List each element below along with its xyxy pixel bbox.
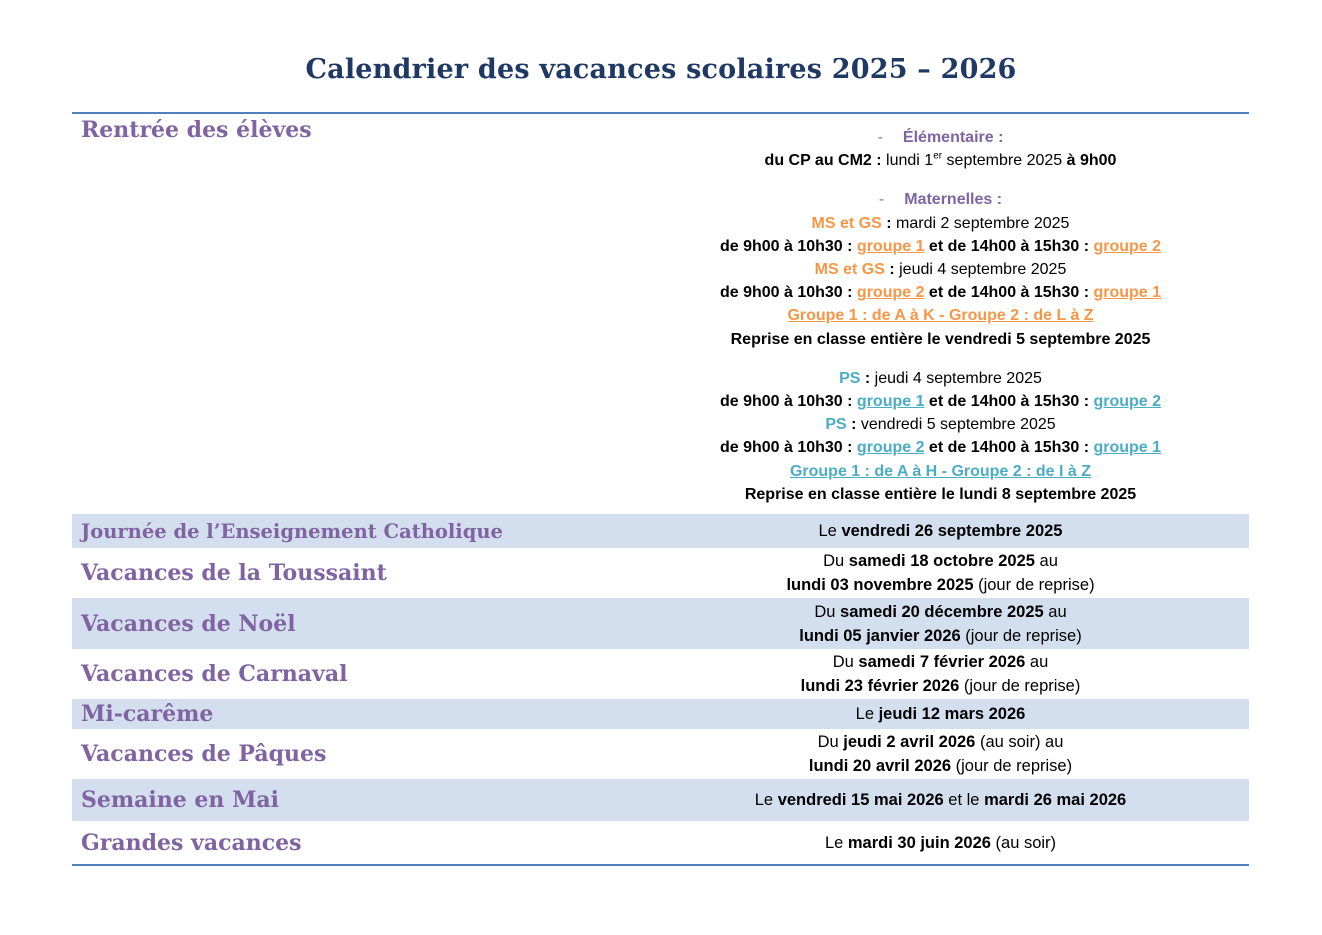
table-row-toussaint [72, 548, 1249, 598]
row-value: Le mardi 30 juin 2026 (au soir) [824, 833, 1057, 852]
calendar-table [72, 112, 1249, 866]
row-label: Grandes vacances [81, 829, 302, 856]
row-value: Du samedi 7 février 2026 au lundi 23 février 2026 (jour de reprise) [800, 653, 1081, 695]
row-value: Du samedi 18 octobre 2025 au lundi 03 novembre 2025 (jour de reprise) [786, 552, 1095, 594]
row-label-rentree: Rentrée des élèves [81, 117, 312, 143]
elementaire-date: du CP au CM2 : lundi 1er septembre 2025 à 9h00 [764, 150, 1117, 170]
ps-groups: Groupe 1 : de A à H - Groupe 2 : de I à Z [789, 462, 1092, 480]
row-label: Mi-carême [81, 701, 214, 727]
row-value: Le vendredi 15 mai 2026 et le mardi 26 mai 2026 [754, 791, 1127, 809]
rentree-details [592, 114, 1249, 514]
row-label: Journée de l’Enseignement Catholique [81, 519, 503, 543]
maternelles-heading: - Maternelles : [878, 191, 1003, 209]
table-row-grandes-vacances [72, 821, 1249, 864]
ms-gs-day-2: MS et GS : jeudi 4 septembre 2025 [814, 261, 1067, 279]
page-title: Calendrier des vacances scolaires 2025 – 2026 [305, 54, 1017, 85]
row-label: Vacances de Carnaval [81, 661, 348, 687]
table-row-noel [72, 598, 1249, 649]
table-row-carnaval [72, 649, 1249, 699]
ms-gs-groups: Groupe 1 : de A à K - Groupe 2 : de L à Z [787, 307, 1094, 325]
row-value: Du samedi 20 décembre 2025 au lundi 05 janvier 2026 (jour de reprise) [799, 602, 1082, 645]
ps-reprise: Reprise en classe entière le lundi 8 septembre 2025 [744, 485, 1137, 503]
row-label: Vacances de Pâques [81, 741, 327, 767]
elementaire-heading: - Élémentaire : [877, 129, 1004, 146]
row-value: Du jeudi 2 avril 2026 (au soir) au lundi 20 avril 2026 (jour de reprise) [808, 733, 1073, 775]
ps-day-1-times: de 9h00 à 10h30 : groupe 1 et de 14h00 à 15h30 : groupe 2 [719, 393, 1162, 411]
row-label: Semaine en Mai [81, 787, 280, 813]
ms-gs-reprise: Reprise en classe entière le vendredi 5 septembre 2025 [730, 330, 1151, 348]
table-row-semaine-mai [72, 779, 1249, 821]
ms-gs-day-1-times: de 9h00 à 10h30 : groupe 1 et de 14h00 à 15h30 : groupe 2 [719, 237, 1162, 255]
ms-gs-day-2-times: de 9h00 à 10h30 : groupe 2 et de 14h00 à 15h30 : groupe 1 [719, 284, 1162, 302]
table-row-rentree [72, 114, 1249, 514]
table-row-mi-careme [72, 699, 1249, 729]
row-value: Le vendredi 26 septembre 2025 [818, 522, 1063, 540]
row-label: Vacances de Noël [81, 610, 296, 637]
table-row-journee-catholique [72, 514, 1249, 548]
ms-gs-day-1: MS et GS : mardi 2 septembre 2025 [811, 214, 1070, 232]
ps-day-1: PS : jeudi 4 septembre 2025 [839, 369, 1042, 387]
row-label: Vacances de la Toussaint [81, 560, 387, 586]
table-row-paques [72, 729, 1249, 779]
ps-day-2: PS : vendredi 5 septembre 2025 [825, 416, 1056, 434]
ps-day-2-times: de 9h00 à 10h30 : groupe 2 et de 14h00 à 15h30 : groupe 1 [719, 439, 1162, 457]
row-value: Le jeudi 12 mars 2026 [855, 705, 1026, 723]
